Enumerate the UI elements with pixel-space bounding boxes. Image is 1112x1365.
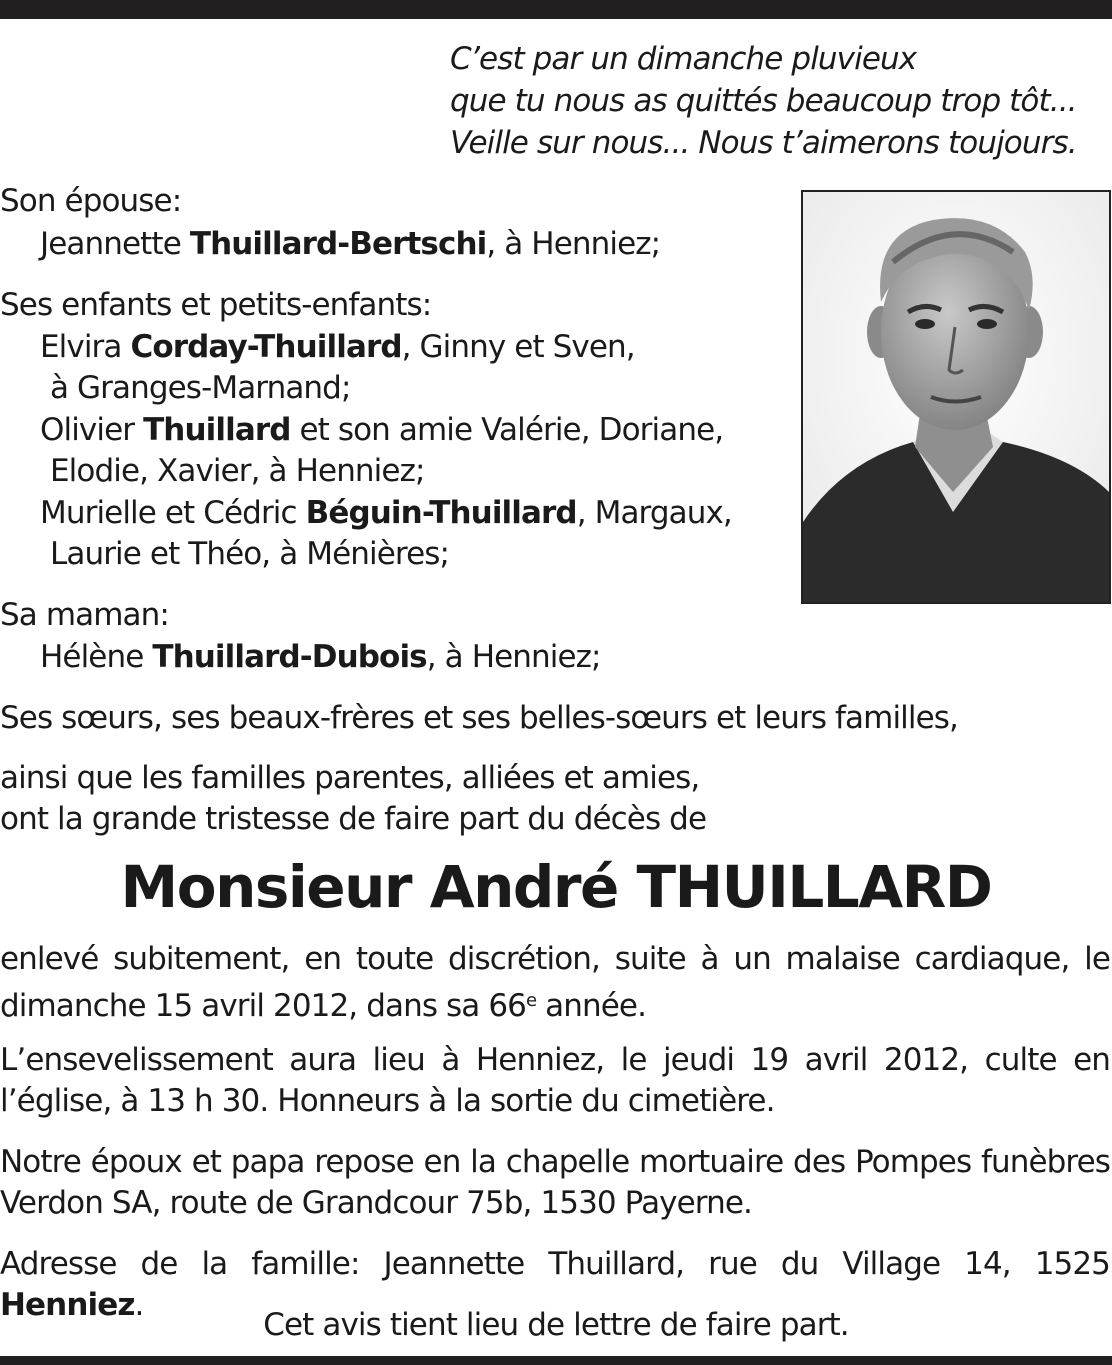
deceased-name: Monsieur André THUILLARD <box>120 853 992 921</box>
poem-line: Veille sur nous... Nous t’aimerons toujours. <box>450 125 1077 161</box>
families-line: ont la grande tristesse de faire part du décès de <box>0 801 707 837</box>
child-line <box>40 493 732 534</box>
family-name: Béguin-Thuillard <box>305 495 577 531</box>
mother-heading: Sa maman: <box>0 597 169 633</box>
portrait-photo <box>801 190 1111 604</box>
child-line-cont: à Granges-Marnand; <box>50 370 351 406</box>
first-name: Hélène <box>40 639 153 675</box>
families-line: ainsi que les familles parentes, alliées et amies, <box>0 760 700 796</box>
first-name: Elvira <box>40 329 131 365</box>
first-name: Olivier <box>40 412 144 448</box>
death-end: année. <box>536 988 647 1024</box>
location: , à Henniez; <box>486 226 661 262</box>
children-heading: Ses enfants et petits-enfants: <box>0 287 432 323</box>
family-name: Thuillard-Dubois <box>152 639 427 675</box>
bottom-rule <box>0 1356 1112 1365</box>
mother-line <box>40 637 601 678</box>
child-line-cont: Elodie, Xavier, à Henniez; <box>50 453 425 489</box>
address-town: Henniez <box>0 1287 135 1323</box>
rest-place-line: Notre époux et papa repose en la chapelle mortuaire des Pompes funèbres <box>0 1144 1110 1180</box>
first-name: Murielle et Cédric <box>40 495 306 531</box>
ordinal-suffix: e <box>526 990 537 1011</box>
siblings-line: Ses sœurs, ses beaux-frères et ses belles-sœurs et leurs familles, <box>0 700 958 736</box>
details: , Ginny et Sven, <box>401 329 635 365</box>
child-line <box>40 327 635 368</box>
rest-place-line: Verdon SA, route de Grandcour 75b, 1530 Payerne. <box>0 1185 752 1221</box>
death-line <box>0 980 1110 1027</box>
family-name: Thuillard-Bertschi <box>189 226 487 262</box>
location: , à Henniez; <box>426 639 601 675</box>
burial-line: L’ensevelissement aura lieu à Henniez, le jeudi 19 avril 2012, culte en <box>0 1042 1110 1078</box>
address-end: . <box>134 1287 144 1323</box>
family-name: Corday-Thuillard <box>130 329 402 365</box>
poem-line: que tu nous as quittés beaucoup trop tôt... <box>450 83 1077 119</box>
spouse-line <box>40 224 660 265</box>
details: , Margaux, <box>576 495 732 531</box>
poem-line: C’est par un dimanche pluvieux <box>450 41 917 77</box>
burial-line: l’église, à 13 h 30. Honneurs à la sortie du cimetière. <box>0 1083 775 1119</box>
death-date: dimanche 15 avril 2012, dans sa 66 <box>0 988 526 1024</box>
first-name: Jeannette <box>40 226 190 262</box>
child-line <box>40 410 723 451</box>
poem <box>450 38 1077 164</box>
closing-note: Cet avis tient lieu de lettre de faire part. <box>263 1307 849 1343</box>
details: et son amie Valérie, Doriane, <box>290 412 724 448</box>
top-rule <box>0 0 1112 19</box>
child-line-cont: Laurie et Théo, à Ménières; <box>50 536 450 572</box>
address-text: Adresse de la famille: Jeannette Thuillard, rue du Village 14, 1525 <box>0 1246 1110 1282</box>
death-line: enlevé subitement, en toute discrétion, suite à un malaise cardiaque, le <box>0 941 1110 977</box>
family-name: Thuillard <box>143 412 291 448</box>
spouse-heading: Son épouse: <box>0 183 182 219</box>
